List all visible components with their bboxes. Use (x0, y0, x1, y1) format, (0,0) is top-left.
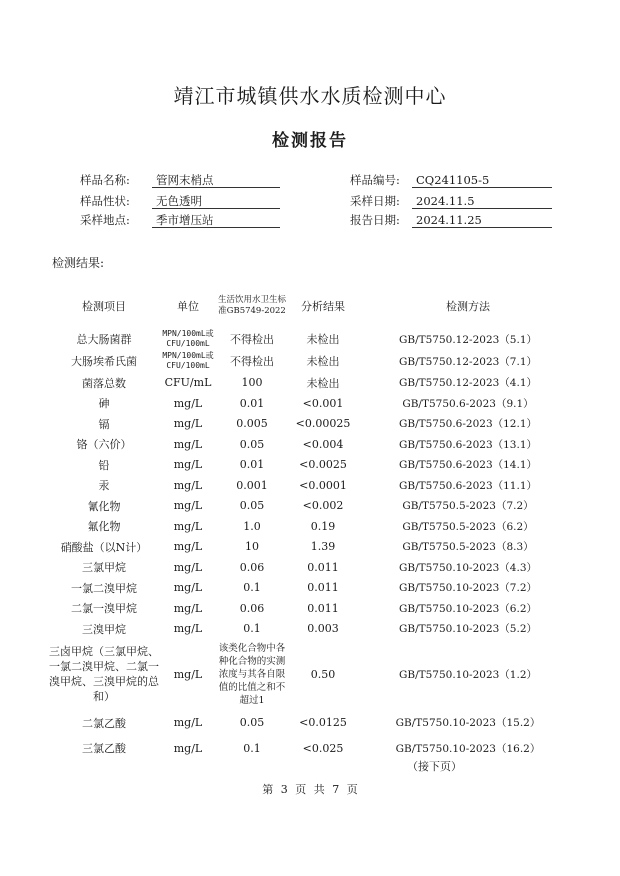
table-row (48, 736, 578, 760)
sample-name-label: 样品名称: (80, 173, 130, 187)
table-row (48, 434, 578, 454)
sample-number-label: 样品编号: (350, 173, 400, 187)
row-standard: 0.1 (243, 741, 261, 755)
table-row (48, 536, 578, 557)
row-standard: 100 (241, 376, 263, 389)
row-method: GB/T5750.5-2023（8.3） (402, 541, 534, 553)
row-unit: mg/L (173, 741, 203, 755)
row-result: 未检出 (306, 333, 340, 346)
row-result: <0.0025 (299, 458, 347, 471)
sample-number-value: CQ241105-5 (412, 172, 552, 188)
table-row (48, 393, 578, 413)
row-item: 三氯甲烷 (82, 561, 126, 574)
row-standard: 0.05 (239, 716, 265, 729)
row-method: GB/T5750.10-2023（1.2） (398, 668, 538, 681)
table-row (48, 557, 578, 577)
row-method: GB/T5750.12-2023（7.1） (398, 355, 538, 368)
table-row (48, 639, 578, 709)
row-method: GB/T5750.6-2023（12.1） (398, 418, 538, 430)
sample-number-field (350, 172, 552, 188)
row-method: GB/T5750.5-2023（6.2） (402, 520, 534, 533)
row-unit: mg/L (173, 478, 203, 492)
row-result: <0.00025 (295, 417, 351, 430)
report-date-label: 报告日期: (350, 213, 400, 227)
row-item: 总大肠菌群 (76, 333, 132, 346)
row-unit: mg/L (173, 540, 203, 553)
row-item: 三溴甲烷 (82, 622, 126, 636)
row-unit: mg/L (173, 458, 203, 471)
header-unit: 单位 (177, 300, 199, 313)
row-result: 1.39 (310, 540, 336, 553)
row-method: GB/T5750.10-2023（7.2） (398, 582, 538, 594)
row-standard: 0.005 (236, 417, 268, 430)
table-row (48, 495, 578, 516)
sampling-date-value: 2024.11.5 (412, 193, 552, 209)
sample-state-value: 无色透明 (152, 193, 280, 209)
row-method: GB/T5750.12-2023（5.1） (398, 333, 538, 346)
row-method: GB/T5750.6-2023（11.1） (398, 479, 538, 492)
row-unit: mg/L (173, 560, 203, 574)
sampling-date-label: 采样日期: (350, 194, 400, 208)
row-method: GB/T5750.6-2023（13.1） (398, 438, 538, 451)
table-row (48, 516, 578, 536)
row-item: 二氯一溴甲烷 (71, 602, 137, 615)
row-unit: mg/L (173, 716, 203, 729)
row-item: 铬（六价） (76, 438, 132, 451)
row-item: 大肠埃希氏菌 (71, 355, 137, 368)
row-item: 氰化物 (87, 499, 121, 513)
row-standard: 0.05 (239, 437, 265, 451)
row-result: <0.025 (302, 741, 344, 755)
row-result: <0.002 (302, 499, 344, 512)
table-row (48, 328, 578, 350)
results-table (48, 284, 578, 760)
row-unit: CFU/mL (164, 376, 212, 389)
row-method: GB/T5750.6-2023（9.1） (402, 397, 534, 410)
row-result: 0.50 (310, 667, 336, 681)
sample-state-label: 样品性状: (80, 194, 130, 208)
sampling-site-label: 采样地点: (80, 213, 130, 227)
row-item: 三卤甲烷（三氯甲烷、一氯二溴甲烷、二氯一溴甲烷、三溴甲烷的总和） (49, 645, 159, 703)
row-unit: mg/L (173, 581, 203, 594)
table-row (48, 372, 578, 393)
row-result: 0.011 (307, 601, 339, 615)
table-row (48, 598, 578, 618)
row-standard: 1.0 (243, 519, 261, 533)
row-item: 汞 (98, 479, 110, 492)
row-standard: 0.01 (239, 396, 265, 410)
row-method: GB/T5750.5-2023（7.2） (402, 500, 534, 512)
table-row (48, 454, 578, 475)
row-item: 氟化物 (87, 520, 121, 533)
row-standard: 10 (245, 540, 259, 553)
row-unit: mg/L (173, 417, 203, 430)
sample-name-value: 管网末梢点 (152, 172, 280, 188)
row-unit: mg/L (173, 499, 203, 512)
row-result: 未检出 (306, 376, 340, 390)
sampling-site-field (80, 212, 280, 228)
report-date-field (350, 212, 552, 228)
row-method: GB/T5750.10-2023（16.2） (395, 742, 541, 755)
row-item: 一氯二溴甲烷 (71, 581, 137, 595)
row-standard: 0.001 (236, 478, 268, 492)
row-standard: 该类化合物中各种化合物的实测浓度与其各自限值的比值之和不超过1 (218, 642, 286, 706)
continued-note: （接下页） (407, 760, 462, 773)
row-standard: 0.1 (243, 581, 261, 594)
row-result: 0.003 (307, 622, 339, 635)
row-item: 硝酸盐（以N计） (60, 540, 148, 554)
row-method: GB/T5750.12-2023（4.1） (398, 377, 538, 389)
row-unit: mg/L (173, 437, 203, 451)
sampling-site-value: 季市增压站 (152, 212, 280, 228)
sample-name-field (80, 172, 280, 188)
header-item: 检测项目 (82, 300, 126, 313)
row-method: GB/T5750.10-2023（15.2） (395, 717, 541, 729)
row-method: GB/T5750.6-2023（14.1） (398, 459, 538, 471)
table-row (48, 577, 578, 598)
row-item: 镉 (98, 417, 110, 431)
organization-title: 靖江市城镇供水水质检测中心 (173, 84, 447, 108)
row-result: 0.011 (307, 560, 339, 574)
row-method: GB/T5750.10-2023（4.3） (398, 561, 538, 574)
row-result: 未检出 (306, 355, 340, 368)
table-header-row (48, 284, 578, 328)
row-unit: mg/L (173, 519, 203, 533)
report-date-value: 2024.11.25 (412, 212, 552, 228)
row-standard: 0.1 (243, 622, 261, 635)
row-method: GB/T5750.10-2023（6.2） (398, 602, 538, 615)
sampling-date-field (350, 193, 552, 209)
row-standard: 0.06 (239, 601, 265, 615)
table-row (48, 413, 578, 434)
row-result: 0.19 (310, 519, 336, 533)
row-unit: mg/L (173, 601, 203, 615)
header-method: 检测方法 (446, 300, 490, 313)
table-row (48, 350, 578, 372)
row-result: <0.001 (302, 396, 344, 410)
table-row (48, 709, 578, 736)
row-item: 二氯乙酸 (82, 716, 126, 730)
row-standard: 0.01 (239, 458, 265, 471)
table-row (48, 475, 578, 495)
row-unit: mg/L (173, 667, 203, 681)
sample-state-field (80, 193, 280, 209)
row-unit: mg/L (173, 622, 203, 635)
row-item: 菌落总数 (82, 376, 126, 390)
report-title: 检测报告 (272, 131, 348, 151)
row-standard: 不得检出 (230, 333, 274, 346)
row-result: <0.0125 (299, 716, 347, 729)
row-item: 三氯乙酸 (82, 742, 126, 755)
row-standard: 0.05 (239, 499, 265, 512)
row-item: 铅 (98, 458, 110, 472)
row-item: 砷 (98, 397, 110, 410)
row-result: 0.011 (307, 581, 339, 594)
results-label: 检测结果: (52, 256, 105, 270)
header-standard: 生活饮用水卫生标准GB5749-2022 (217, 295, 286, 316)
row-method: GB/T5750.10-2023（5.2） (398, 623, 538, 635)
row-unit: mg/L (173, 396, 203, 410)
row-standard: 不得检出 (230, 355, 274, 368)
table-row (48, 618, 578, 639)
row-unit: MPN/100mL或CFU/100mL (162, 351, 214, 370)
header-result: 分析结果 (301, 300, 345, 313)
row-standard: 0.06 (239, 560, 265, 574)
page-footer: 第 3 页 共 7 页 (262, 783, 358, 796)
row-result: <0.0001 (299, 478, 347, 492)
row-result: <0.004 (302, 437, 344, 451)
row-unit: MPN/100mL或CFU/100mL (162, 329, 214, 348)
